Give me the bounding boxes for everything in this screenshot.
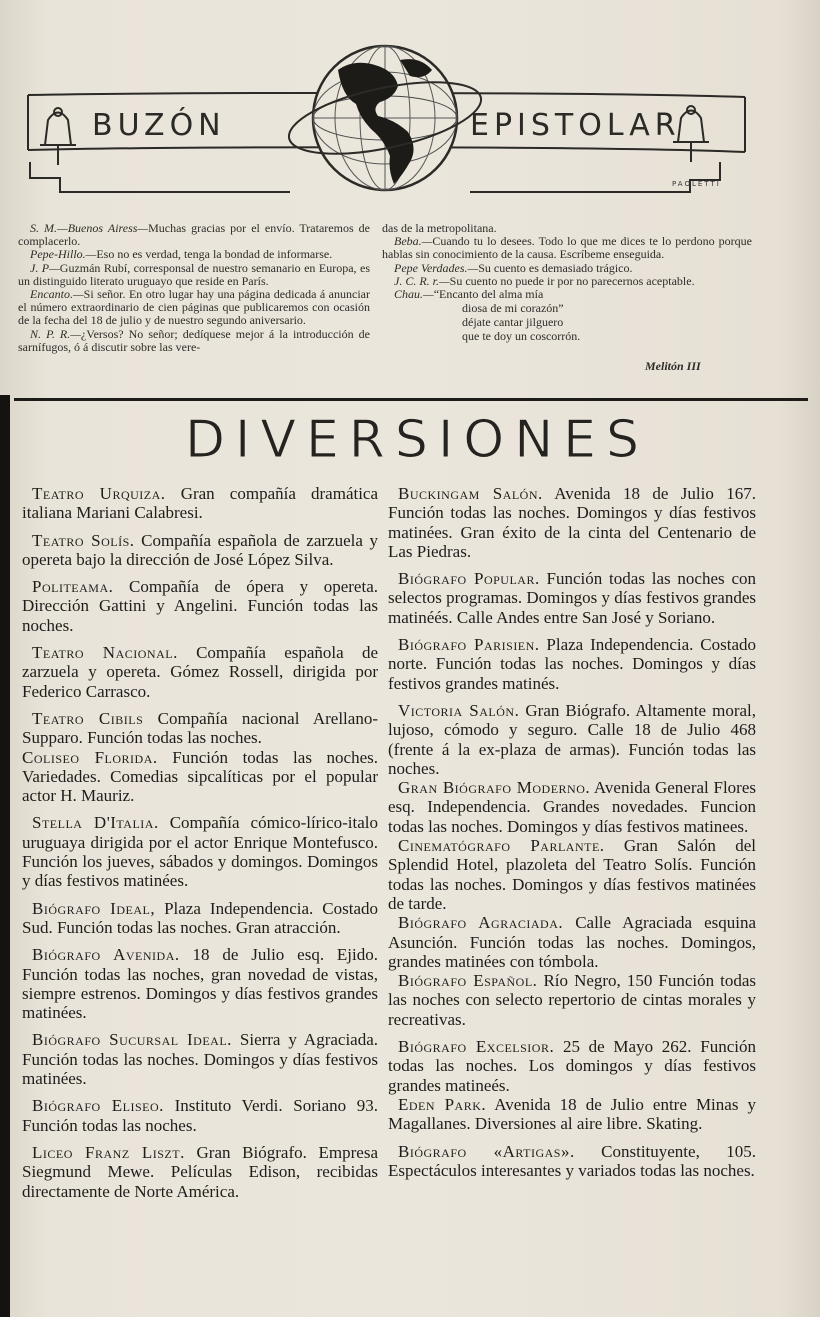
listing-entry: Biógrafo Popular. Función todas las noches con selectos programas. Domingos y días festivos grandes matinéés. Calle Andes entre San José y Soriano. — [388, 569, 756, 627]
listing-entry: Biógrafo Parisien. Plaza Independencia. Costado norte. Función todas las noches. Domingos y días festivos grandes matinés. — [388, 635, 756, 693]
listing-entry: Teatro Nacional. Compañía española de zarzuela y opereta. Gómez Rossell, dirigida por Federico Carrasco. — [22, 643, 378, 701]
listing-entry: Victoria Salón. Gran Biógrafo. Altamente moral, lujoso, cómodo y seguro. Calle 18 de Julio 468 (frente á la ex-plaza de armas). Función todas las noches. — [388, 700, 757, 778]
section-title: DIVERSIONES — [185, 410, 649, 470]
signature: Melitón III — [645, 359, 701, 373]
header-word-buzon: BUZÓN — [92, 108, 226, 143]
listing-entry: Coliseo Florida. Función todas las noches. Variedades. Comedias sipcalíticas por el popular actor H. Mauriz. — [22, 747, 378, 806]
letter-item: Encanto.—Si señor. En otro lugar hay una página dedicada á anunciar el número extraordinario de cien páginas que publicaremos con ocasión de la fecha del 18 de julio y de nuestro segundo aniversario. — [18, 287, 370, 328]
listing-entry: Teatro Urquiza. Gran compañía dramática italiana Mariani Calabresi. — [22, 484, 379, 523]
letter-item: J. C. R. r.—Su cuento no puede ir por no parecernos aceptable. — [394, 273, 695, 288]
letter-continuation: das de la metropolitana. — [382, 221, 497, 235]
listing-entry: Biógrafo Español. Río Negro, 150 Función todas las noches con selecto repertorio de cintas morales y recreativas. — [388, 971, 757, 1029]
listing-entry: Biógrafo Eliseo. Instituto Verdi. Soriano 93. Función todas las noches. — [22, 1096, 378, 1135]
letter-item: Beba.—Cuando tu lo desees. Todo lo que me dices te lo perdono porque hablas sin conocimiento de la causa. Escríbeme enseguida. — [382, 234, 752, 262]
listing-entry: Biógrafo Agraciada. Calle Agraciada esquina Asunción. Función todas las noches. Domingos, grandes matinées con tómbola. — [388, 913, 756, 971]
listing-entry: Politeama. Compañía de ópera y opereta. Dirección Gattini y Angelini. Función todas las noches. — [22, 577, 378, 635]
poem: diosa de mi corazón” déjate cantar jilguero que te doy un coscorrón. — [462, 301, 581, 344]
listing-entry: Biógrafo «Artigas». Constituyente, 105. Espectáculos interesantes y variados todas las noches. — [388, 1141, 756, 1180]
letter-item: Pepe Verdades.—Su cuento es demasiado trágico. — [394, 260, 633, 275]
listing-entry: Eden Park. Avenida 18 de Julio entre Minas y Magallanes. Diversiones al aire libre. Skating. — [388, 1094, 756, 1134]
globe-icon — [283, 46, 487, 190]
letter-item: S. M.—Buenos Airess—Muchas gracias por el envío. Trataremos de complacerlo. — [18, 221, 370, 249]
listing-entry: Teatro Cibils Compañía nacional Arellano-Supparo. Función todas las noches. — [22, 708, 378, 748]
listing-entry: Cinematógrafo Parlante. Gran Salón del Splendid Hotel, plazoleta del Teatro Solís. Función todas las noches. Domingos y días festivos matinées de tarde. — [388, 836, 756, 913]
listing-entry: Teatro Solís. Compañía española de zarzuela y opereta bajo la dirección de José López Silva. — [22, 530, 378, 569]
listing-entry: Gran Biógrafo Moderno. Avenida General Flores esq. Independencia. Grandes novedades. Funcion todas las noches. Domingos y días festivos matinees. — [388, 778, 757, 836]
listing-entry: Liceo Franz Liszt. Gran Biógrafo. Empresa Siegmund Mewe. Películas Edison, recibidas directamente de Norte América. — [22, 1142, 379, 1201]
listing-entry: Biógrafo Ideal, Plaza Independencia. Costado Sud. Función todas las noches. Gran atracción. — [22, 898, 378, 937]
buzon-epistolar-header — [0, 0, 820, 210]
bell-icon-left — [40, 108, 76, 165]
section-divider — [14, 398, 808, 401]
artist-credit: PAOLETTI — [672, 180, 721, 188]
letters-left-column — [18, 222, 370, 354]
listing-entry: Biógrafo Avenida. 18 de Julio esq. Ejido. Función todas las noches, gran novedad de vistas, siempre estrenos. Domingos y días festivos grandes matinées. — [22, 945, 379, 1023]
page-binding-shadow — [0, 395, 10, 1317]
letter-item: Chau.—“Encanto del alma mía — [394, 287, 544, 302]
listings-right-column — [388, 484, 756, 1188]
listing-entry: Buckingam Salón. Avenida 18 de Julio 167. Función todas las noches. Domingos y días festivos matinées. Gran éxito de la cinta del Centenario de Las Piedras. — [388, 484, 757, 561]
header-word-epistolar: EPISTOLAR — [470, 108, 681, 143]
listing-entry: Biógrafo Sucursal Ideal. Sierra y Agraciada. Función todas las noches. Domingos y días festivos matinées. — [22, 1030, 379, 1089]
letters-right-column — [382, 222, 752, 343]
listing-entry: Biógrafo Excelsior. 25 de Mayo 262. Función todas las noches. Los domingos y días festivos grandes matineés. — [388, 1037, 757, 1095]
letter-item: J. P—Guzmán Rubí, corresponsal de nuestro semanario en Europa, es un distinguido literato uruguayo que reside en París. — [18, 260, 370, 288]
letter-item: N. P. R.—¿Versos? No señor; dedíquese mejor á la introducción de sarnífugos, ó á discutir sobre las vere- — [18, 326, 370, 354]
listing-entry: Stella D'Italia. Compañía cómico-lírico-italo uruguaya dirigida por el actor Enrique Montefusco. Función los jueves, sábados y domingos. Domingos y días festivos matinées. — [22, 813, 378, 891]
globe-banner-illustration — [0, 0, 820, 210]
letter-item: Pepe-Hillo.—Eso no es verdad, tenga la bondad de informarse. — [30, 247, 333, 262]
listings-left-column — [22, 484, 378, 1209]
